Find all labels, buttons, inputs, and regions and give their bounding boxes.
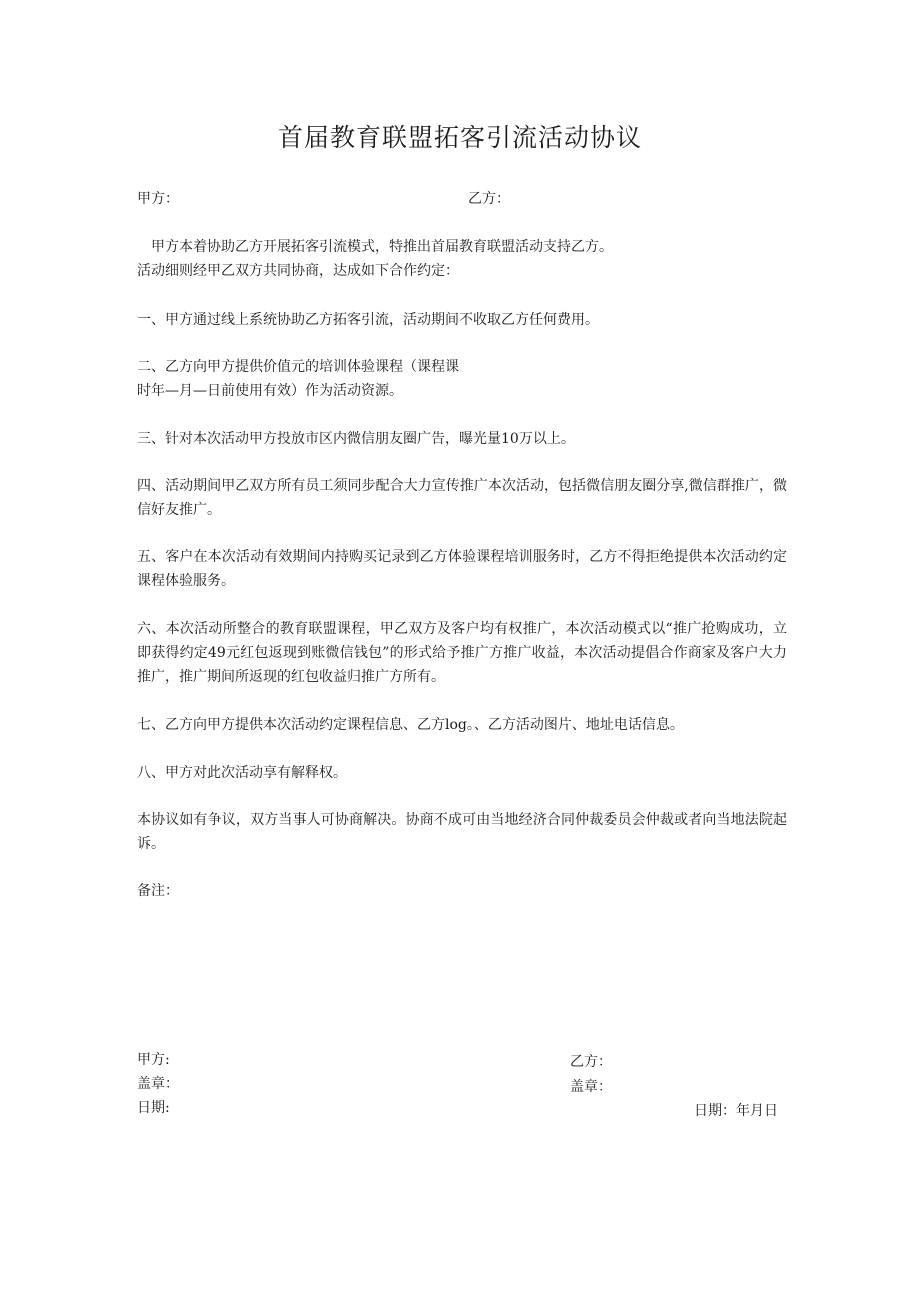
signature-seal-b: 盖章：	[570, 1079, 612, 1095]
clause-2-line-2: 时年—月—日前使用有效）作为活动资源。	[137, 383, 403, 399]
signature-date-a: 日期:	[137, 1100, 170, 1116]
clause-2-line-1: 二、乙方向甲方提供价值元的培训体验课程（课程课	[137, 359, 459, 375]
clause-3: 三、针对本次活动甲方投放市区内微信朋友圈广告，曝光量10万以上。	[137, 431, 575, 447]
header-party-a: 甲方：	[137, 191, 179, 207]
clause-1: 一、甲方通过线上系统协助乙方拓客引流，活动期间不收取乙方任何费用。	[137, 312, 599, 328]
signature-party-b: 乙方：	[570, 1054, 612, 1070]
remarks-label: 备注：	[137, 883, 179, 899]
clause-8: 八、甲方对此次活动享有解释权。	[137, 765, 347, 781]
intro-line-2: 活动细则经甲乙双方共同协商，达成如下合作约定：	[137, 263, 459, 279]
clause-4: 四、活动期间甲乙双方所有员工须同步配合大力宣传推广本次活动，包括微信朋友圈分享,微信群推广，微信好友推广。	[137, 478, 787, 518]
signature-party-a: 甲方:	[137, 1052, 170, 1068]
signature-date-b: 日期：年月日	[694, 1103, 778, 1119]
header-party-b: 乙方：	[468, 191, 510, 207]
clause-7: 七、乙方向甲方提供本次活动约定课程信息、乙方log。、乙方活动图片、地址电话信息。	[137, 717, 684, 733]
clause-5: 五、客户在本次活动有效期间内持购买记录到乙方体验课程培训服务时，乙方不得拒绝提供本次活动约定课程体验服务。	[137, 549, 787, 589]
clause-6: 六、本次活动所整合的教育联盟课程，甲乙双方及客户均有权推广，本次活动模式以“推广抢购成功，立即获得约定49元红包返现到账微信钱包”的形式给予推广方推广收益，本次活动提倡合作商家及客户大力推广，推广期间所返现的红包收益归推广方所有。	[137, 621, 787, 685]
intro-line-1: 甲方本着协助乙方开展拓客引流模式，特推出首届教育联盟活动支持乙方。	[151, 239, 613, 255]
document-title: 首届教育联盟拓客引流活动协议	[277, 123, 642, 152]
signature-seal-a: 盖章：	[137, 1076, 179, 1092]
dispute-clause: 本协议如有争议，双方当事人可协商解决。协商不成可由当地经济合同仲裁委员会仲裁或者向当地法院起诉。	[137, 812, 787, 852]
